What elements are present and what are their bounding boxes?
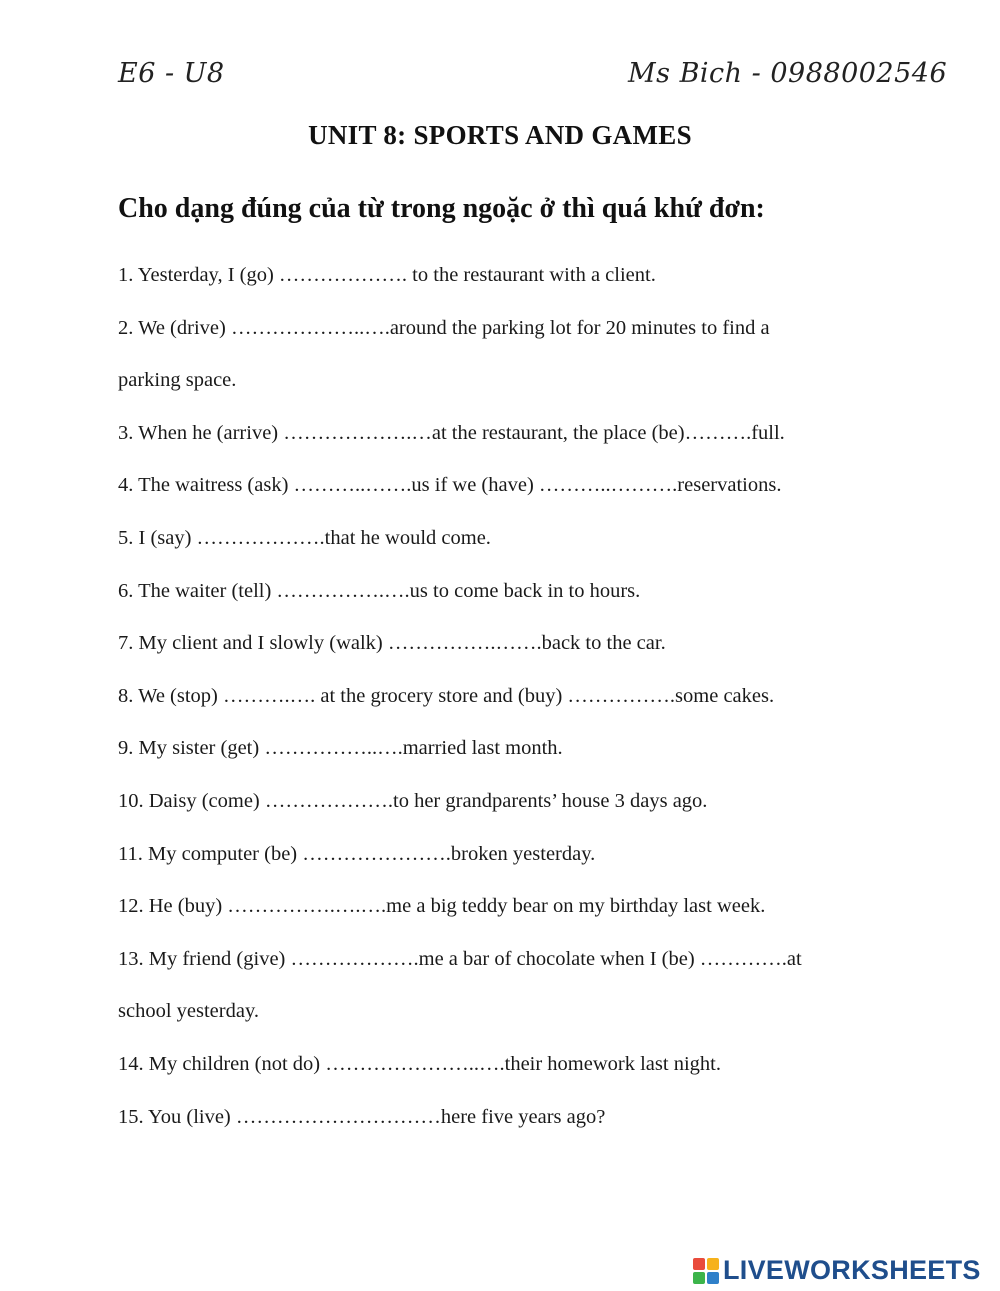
exercise-line: 10. Daisy (come) ……………….to her grandparents’ house 3 days ago. <box>118 789 708 812</box>
liveworksheets-logo <box>693 1255 981 1286</box>
logo-text: LIVEWORKSHEETS <box>723 1255 981 1285</box>
exercise-line: 2. We (drive) ………………..….around the parking lot for 20 minutes to find a <box>118 316 770 339</box>
exercise-line: 6. The waiter (tell) …………….….us to come back in to hours. <box>118 579 641 602</box>
exercise-line: 3. When he (arrive) ……………….…at the restaurant, the place (be)……….full. <box>118 421 785 444</box>
header-teacher-contact: Ms Bich - 0988002546 <box>628 58 948 89</box>
page-title: UNIT 8: SPORTS AND GAMES <box>308 120 692 150</box>
exercise-line: 5. I (say) ……………….that he would come. <box>118 526 491 549</box>
exercise-line: 15. You (live) …………………………here five years ago? <box>118 1105 606 1128</box>
exercise-list <box>118 258 908 1152</box>
logo-square-red <box>693 1258 705 1270</box>
logo-square-blue <box>707 1272 719 1284</box>
exercise-line: 13. My friend (give) ……………….me a bar of chocolate when I (be) ………….at <box>118 947 802 970</box>
exercise-line: 1. Yesterday, I (go) ………………. to the restaurant with a client. <box>118 264 656 286</box>
exercise-instruction: Cho dạng đúng của từ trong ngoặc ở thì quá khứ đơn: <box>118 193 765 224</box>
logo-mark-icon <box>693 1258 719 1284</box>
logo-square-yellow <box>707 1258 719 1270</box>
exercise-line: 12. He (buy) …………….….….me a big teddy bear on my birthday last week. <box>118 895 766 918</box>
exercise-line: parking space. <box>118 369 237 392</box>
header-class-unit: E6 - U8 <box>118 58 225 89</box>
exercise-line: 14. My children (not do) …………………..….their homework last night. <box>118 1052 721 1075</box>
exercise-line: 4. The waitress (ask) ………..…….us if we (have) ………..……….reservations. <box>118 474 782 497</box>
exercise-line: 9. My sister (get) ……………..….married last month. <box>118 737 563 760</box>
exercise-line: school yesterday. <box>118 1000 259 1023</box>
logo-square-green <box>693 1272 705 1284</box>
exercise-line: 7. My client and I slowly (walk) …………….…….back to the car. <box>118 632 666 655</box>
exercise-line: 8. We (stop) ……….…. at the grocery store and (buy) …………….some cakes. <box>118 684 775 707</box>
exercise-line: 11. My computer (be) ………………….broken yesterday. <box>118 842 596 865</box>
